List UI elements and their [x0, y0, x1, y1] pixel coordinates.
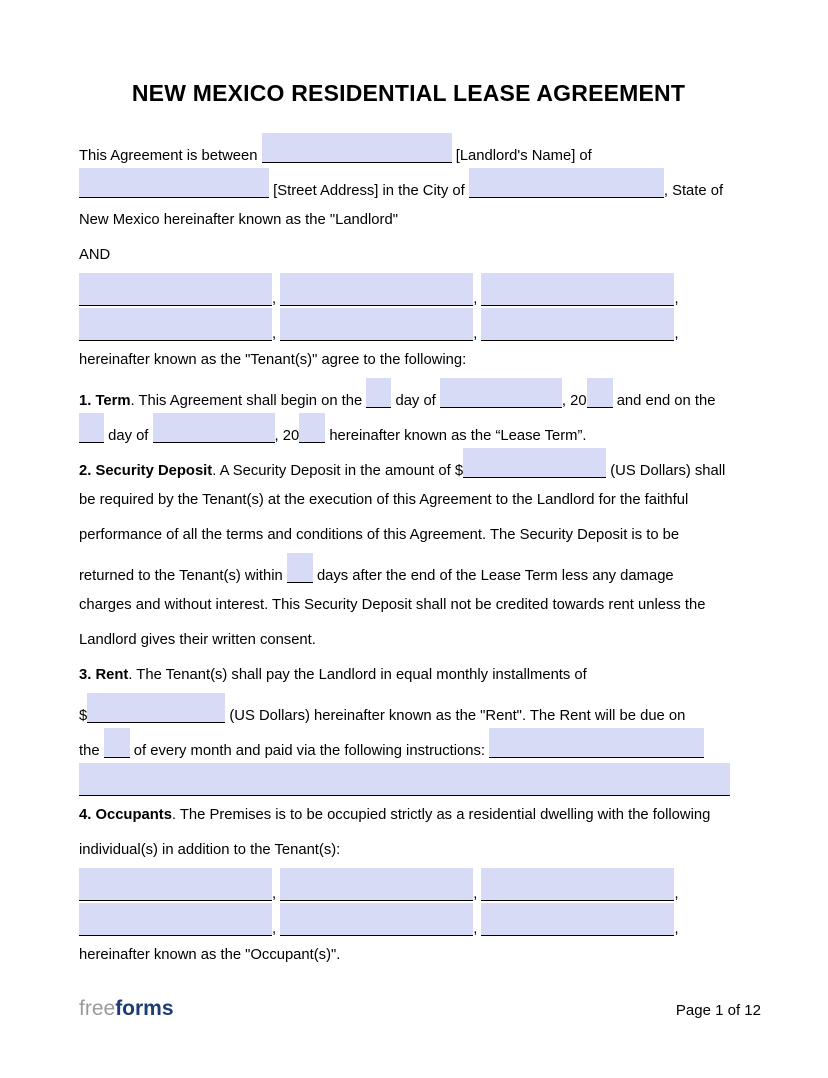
doc-text: , State of [663, 183, 724, 199]
field-occupant-3[interactable] [481, 868, 674, 901]
doc-text: , [272, 886, 281, 902]
field-return-days[interactable] [287, 553, 313, 583]
doc-text: , 20 [274, 428, 300, 444]
doc-text: 2. Security Deposit [79, 463, 213, 479]
doc-line [79, 938, 738, 973]
logo-free: free [79, 997, 116, 1020]
doc-text: 3. Rent [79, 667, 129, 683]
field-tenant-2[interactable] [280, 273, 473, 306]
field-term-start-year[interactable] [587, 378, 613, 408]
doc-line [79, 588, 738, 623]
doc-line [79, 623, 738, 658]
doc-text: (US Dollars) shall [606, 463, 726, 479]
field-rent-due-day[interactable] [104, 728, 130, 758]
doc-text: hereinafter known as the “Lease Term”. [325, 428, 587, 444]
doc-text: . A Security Deposit in the amount of $ [212, 463, 464, 479]
doc-text: and end on the [612, 393, 716, 409]
document-body [79, 133, 738, 973]
page-number-label: Page 1 of 12 [675, 1002, 761, 1019]
doc-text: , [272, 326, 281, 342]
doc-text: hereinafter known as the "Occupant(s)". [79, 947, 341, 963]
doc-text: , [674, 921, 679, 937]
doc-line [79, 448, 738, 483]
field-payment-instructions-2[interactable] [79, 763, 730, 796]
logo-forms: forms [115, 997, 174, 1020]
doc-text: individual(s) in addition to the Tenant(s): [79, 842, 341, 858]
doc-line [79, 833, 738, 868]
field-tenant-1[interactable] [79, 273, 272, 306]
doc-text: [Landlord's Name] of [451, 148, 592, 164]
field-street-address[interactable] [79, 168, 269, 198]
doc-text: , [473, 886, 482, 902]
doc-line [79, 413, 738, 448]
doc-line [79, 693, 738, 728]
doc-text: days after the end of the Lease Term less any damage [312, 568, 674, 584]
doc-line [79, 238, 738, 273]
doc-text: 1. Term [79, 393, 131, 409]
doc-text: . This Agreement shall begin on the [130, 393, 367, 409]
field-occupant-6[interactable] [481, 903, 674, 936]
field-landlord-name[interactable] [262, 133, 452, 163]
doc-text: Landlord gives their written consent. [79, 632, 316, 648]
doc-line [79, 763, 738, 798]
field-term-start-day[interactable] [366, 378, 391, 408]
doc-text: 4. Occupants [79, 807, 172, 823]
doc-text: (US Dollars) hereinafter known as the "Rent". The Rent will be due on [225, 708, 686, 724]
field-occupant-5[interactable] [280, 903, 473, 936]
doc-text: hereinafter known as the "Tenant(s)" agree to the following: [79, 352, 467, 368]
doc-text: , [674, 291, 679, 307]
doc-line [79, 343, 738, 378]
doc-line [79, 168, 738, 203]
field-tenant-5[interactable] [280, 308, 473, 341]
doc-line [79, 378, 738, 413]
doc-line [79, 553, 738, 588]
doc-text: , [473, 921, 482, 937]
doc-text: be required by the Tenant(s) at the execution of this Agreement to the Landlord for the faithful [79, 492, 689, 508]
field-tenant-4[interactable] [79, 308, 272, 341]
doc-line [79, 868, 738, 903]
field-rent-amount[interactable] [87, 693, 225, 723]
field-term-end-day[interactable] [79, 413, 104, 443]
doc-text: the [79, 743, 104, 759]
field-occupant-2[interactable] [280, 868, 473, 901]
doc-text: performance of all the terms and conditions of this Agreement. The Security Deposit is to be [79, 527, 680, 543]
doc-line [79, 273, 738, 308]
field-term-start-month[interactable] [440, 378, 562, 408]
doc-line [79, 903, 738, 938]
doc-text: , [674, 886, 679, 902]
doc-text: , [272, 291, 281, 307]
doc-line [79, 728, 738, 763]
field-term-end-year[interactable] [299, 413, 325, 443]
doc-line [79, 658, 738, 693]
doc-text: , [674, 326, 679, 342]
doc-line [79, 133, 738, 168]
doc-line [79, 308, 738, 343]
doc-text: returned to the Tenant(s) within [79, 568, 287, 584]
doc-text: This Agreement is between [79, 148, 262, 164]
field-tenant-6[interactable] [481, 308, 674, 341]
doc-text: , [473, 326, 482, 342]
page-title: NEW MEXICO RESIDENTIAL LEASE AGREEMENT [131, 80, 686, 106]
field-security-deposit-amount[interactable] [463, 448, 606, 478]
doc-text: day of [104, 428, 153, 444]
doc-line [79, 203, 738, 238]
doc-line [79, 483, 738, 518]
doc-text: $ [79, 708, 88, 724]
doc-text: charges and without interest. This Security Deposit shall not be credited towards rent unless the [79, 597, 706, 613]
doc-text: day of [391, 393, 440, 409]
field-city[interactable] [469, 168, 664, 198]
freeforms-logo [79, 996, 174, 1022]
field-occupant-1[interactable] [79, 868, 272, 901]
doc-text: New Mexico hereinafter known as the "Landlord" [79, 212, 398, 228]
doc-text: . The Premises is to be occupied strictly as a residential dwelling with the following [171, 807, 711, 823]
doc-text: , 20 [561, 393, 587, 409]
field-tenant-3[interactable] [481, 273, 674, 306]
doc-text: AND [79, 247, 111, 263]
field-term-end-month[interactable] [153, 413, 275, 443]
doc-text: . The Tenant(s) shall pay the Landlord in equal monthly installments of [128, 667, 587, 683]
doc-line [79, 798, 738, 833]
doc-text: , [272, 921, 281, 937]
field-payment-instructions[interactable] [489, 728, 704, 758]
doc-line [79, 518, 738, 553]
field-occupant-4[interactable] [79, 903, 272, 936]
doc-text: of every month and paid via the following instructions: [129, 743, 490, 759]
doc-text: , [473, 291, 482, 307]
footer [79, 996, 761, 1022]
doc-text: [Street Address] in the City of [269, 183, 469, 199]
